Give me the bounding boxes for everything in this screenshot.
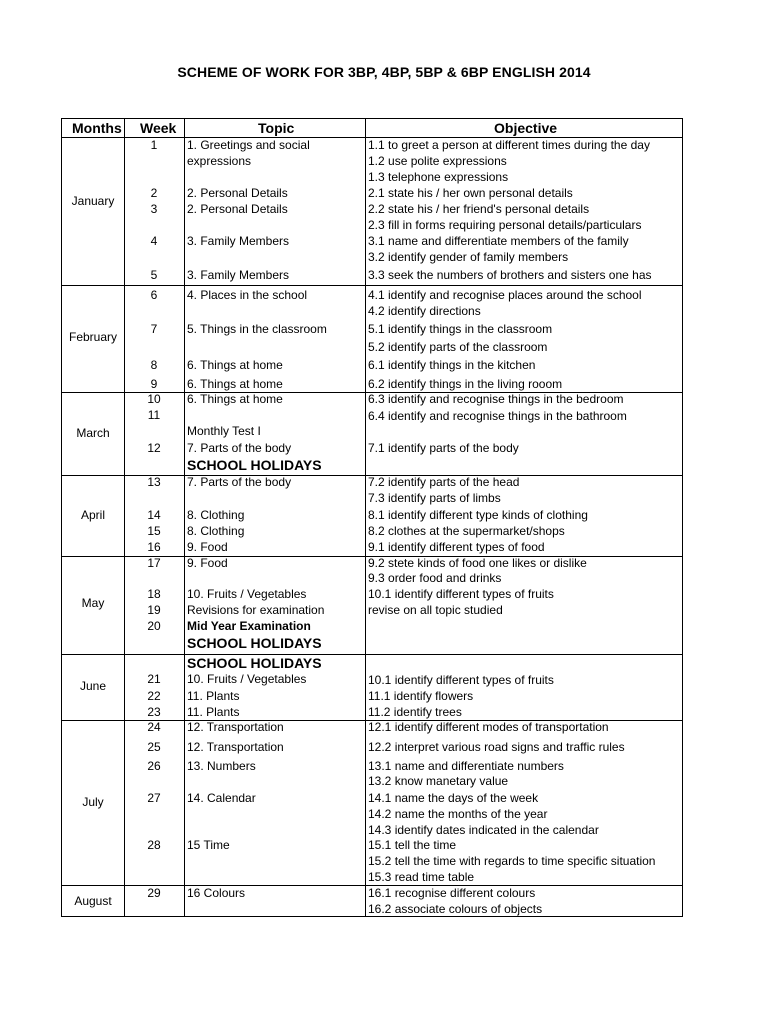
week-number: 10: [147, 392, 161, 406]
topic-cell: 9. Food: [187, 540, 228, 554]
objective-cell: 14.2 name the months of the year: [368, 807, 548, 821]
week-number: 20: [147, 619, 161, 633]
objective-cell: 11.1 identify flowers: [368, 689, 474, 703]
month-separator: [62, 654, 682, 655]
column-divider: [365, 119, 366, 916]
objective-cell: 8.1 identify different type kinds of clothing: [368, 508, 588, 522]
month-january: January: [71, 194, 115, 208]
week-number: 16: [147, 540, 161, 554]
objective-cell: 7.2 identify parts of the head: [368, 475, 520, 489]
objective-cell: 12.2 interpret various road signs and traffic rules: [368, 740, 625, 754]
week-number: 11: [147, 408, 161, 422]
month-april: April: [80, 508, 105, 522]
objective-cell: 2.3 fill in forms requiring personal details/particulars: [368, 218, 642, 232]
topic-cell: 14. Calendar: [187, 791, 256, 805]
topic-cell: 7. Parts of the body: [187, 441, 292, 455]
month-may: May: [81, 596, 105, 610]
week-number: 29: [147, 886, 161, 900]
objective-cell: 9.2 stete kinds of food one likes or dislike: [368, 556, 587, 570]
header-topic: Topic: [258, 120, 295, 136]
objective-cell: 16.2 associate colours of objects: [368, 902, 543, 916]
topic-cell: 13. Numbers: [187, 759, 256, 773]
page-title: SCHEME OF WORK FOR 3BP, 4BP, 5BP & 6BP ENGLISH 2014: [177, 64, 591, 80]
week-number: 24: [147, 720, 161, 734]
week-number: 6: [150, 288, 158, 302]
month-august: August: [74, 894, 112, 908]
topic-cell: 11. Plants: [187, 689, 240, 703]
objective-cell: 10.1 identify different types of fruits: [368, 673, 554, 687]
week-number: 7: [150, 322, 158, 336]
topic-cell: expressions: [187, 154, 252, 168]
week-number: 4: [150, 234, 158, 248]
objective-cell: 11.2 identify trees: [368, 705, 462, 719]
topic-cell: 10. Fruits / Vegetables: [187, 672, 307, 686]
school-holidays-label: SCHOOL HOLIDAYS: [187, 635, 322, 651]
topic-cell: 12. Transportation: [187, 740, 284, 754]
objective-cell: revise on all topic studied: [368, 603, 503, 617]
objective-cell: 2.1 state his / her own personal details: [368, 186, 573, 200]
objective-cell: 1.1 to greet a person at different times during the day: [368, 138, 650, 152]
header-week: Week: [140, 120, 177, 136]
school-holidays-label: SCHOOL HOLIDAYS: [187, 655, 322, 671]
topic-cell: 15 Time: [187, 838, 230, 852]
objective-cell: 1.2 use polite expressions: [368, 154, 507, 168]
objective-cell: 6.4 identify and recognise things in the bathroom: [368, 409, 627, 423]
topic-cell: 6. Things at home: [187, 377, 283, 391]
objective-cell: 10.1 identify different types of fruits: [368, 587, 554, 601]
objective-cell: 5.2 identify parts of the classroom: [368, 340, 548, 354]
week-number: 19: [147, 603, 161, 617]
objective-cell: 13.1 name and differentiate numbers: [368, 759, 564, 773]
month-separator: [62, 285, 682, 286]
week-number: 23: [147, 705, 161, 719]
topic-cell: 2. Personal Details: [187, 186, 288, 200]
objective-cell: 14.3 identify dates indicated in the calendar: [368, 823, 599, 837]
week-number: 22: [147, 689, 161, 703]
objective-cell: 1.3 telephone expressions: [368, 170, 509, 184]
topic-cell: 8. Clothing: [187, 524, 245, 538]
week-number: 5: [150, 268, 158, 282]
objective-cell: 15.1 tell the time: [368, 838, 457, 852]
topic-cell: 10. Fruits / Vegetables: [187, 587, 307, 601]
topic-cell: 6. Things at home: [187, 358, 283, 372]
topic-cell: 7. Parts of the body: [187, 475, 292, 489]
objective-cell: 6.1 identify things in the kitchen: [368, 358, 536, 372]
objective-cell: 7.1 identify parts of the body: [368, 441, 519, 455]
topic-cell: 2. Personal Details: [187, 202, 288, 216]
topic-cell: Monthly Test I: [187, 424, 261, 438]
objective-cell: 15.2 tell the time with regards to time specific situation: [368, 854, 656, 868]
week-number: 26: [147, 759, 161, 773]
topic-cell: 6. Things at home: [187, 392, 283, 406]
topic-cell: 1. Greetings and social: [187, 138, 310, 152]
objective-cell: 3.1 name and differentiate members of the family: [368, 234, 629, 248]
week-number: 1: [150, 138, 158, 152]
week-number: 14: [147, 508, 161, 522]
topic-cell: 16 Colours: [187, 886, 246, 900]
week-number: 25: [147, 740, 161, 754]
week-number: 2: [150, 186, 158, 200]
week-number: 27: [147, 791, 161, 805]
month-june: June: [79, 679, 107, 693]
objective-cell: 7.3 identify parts of limbs: [368, 491, 501, 505]
objective-cell: 2.2 state his / her friend's personal details: [368, 202, 590, 216]
school-holidays-label: SCHOOL HOLIDAYS: [187, 457, 322, 473]
week-number: 3: [150, 202, 158, 216]
objective-cell: 9.3 order food and drinks: [368, 571, 502, 585]
topic-cell: 8. Clothing: [187, 508, 245, 522]
objective-cell: 5.1 identify things in the classroom: [368, 322, 553, 336]
topic-cell: 12. Transportation: [187, 720, 284, 734]
objective-cell: 8.2 clothes at the supermarket/shops: [368, 524, 565, 538]
week-number: 15: [147, 524, 161, 538]
week-number: 13: [147, 475, 161, 489]
header-months: Months: [72, 120, 122, 136]
week-number: 28: [147, 838, 161, 852]
objective-cell: 12.1 identify different modes of transportation: [368, 720, 609, 734]
topic-cell: 4. Places in the school: [187, 288, 308, 302]
objective-cell: 13.2 know manetary value: [368, 774, 509, 788]
objective-cell: 6.3 identify and recognise things in the bedroom: [368, 392, 624, 406]
scheme-table: [61, 118, 683, 917]
topic-cell: 11. Plants: [187, 705, 240, 719]
week-number: 9: [150, 377, 158, 391]
objective-cell: 9.1 identify different types of food: [368, 540, 545, 554]
week-number: 21: [147, 672, 161, 686]
objective-cell: 4.1 identify and recognise places around the school: [368, 288, 642, 302]
objective-cell: 3.2 identify gender of family members: [368, 250, 569, 264]
month-july: July: [82, 795, 104, 809]
header-objective: Objective: [494, 120, 558, 136]
month-march: March: [76, 426, 110, 440]
objective-cell: 14.1 name the days of the week: [368, 791, 539, 805]
topic-cell: 5. Things in the classroom: [187, 322, 327, 336]
column-divider: [184, 119, 185, 916]
topic-cell: Revisions for examination: [187, 603, 325, 617]
objective-cell: 4.2 identify directions: [368, 304, 481, 318]
mid-year-exam-label: Mid Year Examination: [187, 619, 311, 633]
week-number: 8: [150, 358, 158, 372]
objective-cell: 3.3 seek the numbers of brothers and sisters one has: [368, 268, 652, 282]
month-february: February: [68, 330, 118, 344]
objective-cell: 6.2 identify things in the living rooom: [368, 377, 563, 391]
topic-cell: 3. Family Members: [187, 268, 290, 282]
objective-cell: 15.3 read time table: [368, 870, 475, 884]
week-number: 12: [147, 441, 161, 455]
week-number: 18: [147, 587, 161, 601]
objective-cell: 16.1 recognise different colours: [368, 886, 536, 900]
topic-cell: 3. Family Members: [187, 234, 290, 248]
week-number: 17: [147, 556, 161, 570]
topic-cell: 9. Food: [187, 556, 228, 570]
